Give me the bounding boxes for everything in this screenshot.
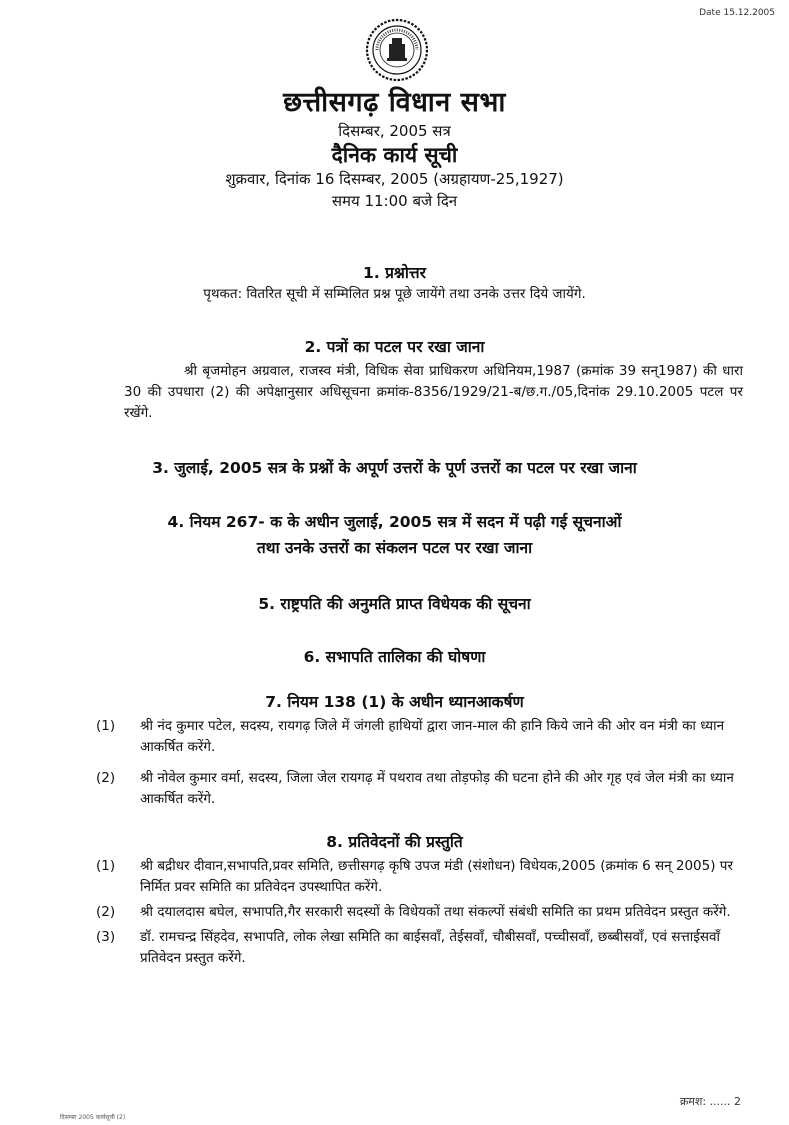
list-item [96,716,755,758]
section-5 [0,594,789,614]
item-text: डॉ. रामचन्द्र सिंहदेव, सभापति, लोक लेखा समिति का बाईसवाँ, तेईसवाँ, चौबीसवाँ, पच्चीसवाँ, छब्बीसवाँ, एवं सत्ताईसवाँ प्रतिवेदन प्रस्तुत करेंगे. [140,929,721,966]
section-heading: 1. प्रश्नोत्तर [363,264,426,282]
section-heading: 3. जुलाई, 2005 सत्र के प्रश्नों के अपूर्ण उत्तरों के पूर्ण उत्तरों का पटल पर रखा जाना [152,459,637,477]
section-heading: 5. राष्ट्रपति की अनुमति प्राप्त विधेयक की सूचना [258,595,531,613]
section-heading-line-1: 4. नियम 267- क के अधीन जुलाई, 2005 सत्र में सदन में पढ़ी गई सूचनाओं [167,513,622,531]
time-line: समय 11:00 बजे दिन [331,192,458,210]
list-item [96,902,755,923]
section-heading: 7. नियम 138 (1) के अधीन ध्यानआकर्षण [265,693,524,711]
file-reference: दिसम्बर 2005 कार्यसूची (2) [60,1114,126,1121]
item-text: श्री नोवेल कुमार वर्मा, सदस्य, जिला जेल रायगढ़ में पथराव तथा तोड़फोड़ की घटना होने की ओर गृह एवं जेल मंत्री का ध्यान आकर्षित करेंगे. [140,770,734,807]
item-number: (1) [96,718,116,734]
section-heading: 6. सभापति तालिका की घोषणा [303,648,486,666]
section-heading: 2. पत्रों का पटल पर रखा जाना [304,338,485,356]
session-line: दिसम्बर, 2005 सत्र [338,122,451,140]
section-8 [0,832,789,969]
item-number: (2) [96,904,116,920]
section-2 [0,337,789,424]
list-item [96,927,755,969]
document-subtitle: दैनिक कार्य सूची [331,143,458,167]
item-text: श्री बद्रीधर दीवान,सभापति,प्रवर समिति, छत्तीसगढ़ कृषि उपज मंडी (संशोधन) विधेयक,2005 (क्रमांक 6 सन् 2005) पर निर्मित प्रवर समिति का प्रतिवेदन उपस्थापित करेंगे. [140,858,733,895]
item-number: (2) [96,770,116,786]
date-stamp: Date 15.12.2005 [699,8,775,18]
item-text: श्री नंद कुमार पटेल, सदस्य, रायगढ़ जिले में जंगली हाथियों द्वारा जान-माल की हानि किये जाने की ओर वन मंत्री का ध्यान आकर्षित करेंगे. [140,718,725,755]
document-header [0,86,789,212]
list-item [96,856,755,898]
item-text: श्री दयालदास बघेल, सभापति,गैर सरकारी सदस्यों के विधेयकों तथा संकल्पों संबंधी समिति का प्रथम प्रतिवेदन प्रस्तुत करेंगे. [140,904,731,920]
document-title: छत्तीसगढ़ विधान सभा [283,87,506,118]
section-heading: 8. प्रतिवेदनों की प्रस्तुति [326,833,463,851]
section-6 [0,647,789,667]
item-number: (1) [96,858,116,874]
assembly-seal-emblem [365,18,429,82]
item-number: (3) [96,929,116,945]
section-text: पृथकत: वितरित सूची में सम्मिलित प्रश्न पूछे जायेंगे तथा उनके उत्तर दिये जायेंगे. [203,286,586,302]
list-item [96,768,755,810]
section-heading-line-2: तथा उनके उत्तरों का संकलन पटल पर रखा जाना [256,539,533,557]
section-text: श्री बृजमोहन अग्रवाल, राजस्व मंत्री, विधिक सेवा प्राधिकरण अधिनियम,1987 (क्रमांक 39 सन्1987) की धारा 30 की उपधारा (2) की अपेक्षानुसार अधिसूचना क्रमांक-8356/1929/21-ब/छ.ग./05,दिनांक 29.10.2005 पटल पर रखेंगे. [124,363,743,421]
section-3 [0,458,789,478]
section-4 [0,512,789,558]
section-1 [0,263,789,305]
continued-marker: क्रमश: ...... 2 [679,1095,741,1108]
date-line: शुक्रवार, दिनांक 16 दिसम्बर, 2005 (अग्रहायण-25,1927) [225,170,564,188]
section-7 [0,692,789,810]
